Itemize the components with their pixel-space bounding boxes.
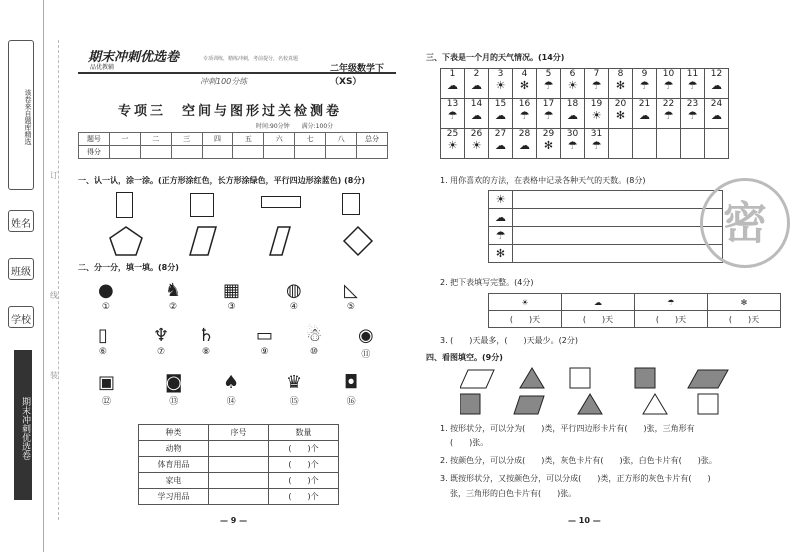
day-number: 12 (710, 69, 723, 79)
secret-stamp: 密 (700, 178, 790, 268)
card-triangle-gray (520, 368, 544, 388)
item-number: ⑯ (346, 397, 356, 407)
item-number: ⑤ (346, 302, 355, 312)
weather-icon: ☁ (471, 109, 482, 122)
weather-icon: ☁ (639, 109, 650, 122)
weather-icon: ☂ (567, 139, 578, 152)
page-left (68, 0, 388, 552)
page-number-right: — 10 — (568, 516, 601, 525)
weather-icon: ✻ (519, 79, 530, 92)
day-number: 7 (593, 69, 600, 79)
shape-pentagon[interactable] (110, 227, 142, 255)
exam-meta: 时间:90分钟 满分:100分 (256, 123, 334, 130)
grade-label: 二年级数学下（XS） (330, 64, 385, 87)
item-number: ⑪ (361, 350, 371, 360)
lamp-icon: ♠ (223, 372, 240, 393)
count-weather-icon: ☁ (562, 294, 635, 311)
score-cell: 五 (233, 133, 264, 146)
day-number: 16 (518, 99, 531, 109)
calendar-row (441, 99, 729, 129)
score-cell: 得分 (79, 146, 110, 159)
count-weather-icon: ✻ (708, 294, 781, 311)
day-number: 6 (569, 69, 576, 79)
day-number: 1 (449, 69, 456, 79)
calendar-day (465, 69, 489, 99)
tally-cell[interactable] (513, 209, 723, 227)
score-cell: 题号 (79, 133, 110, 146)
score-cell[interactable] (357, 146, 388, 159)
seal-mark-3: 装 (50, 371, 58, 380)
count-blank[interactable]: ( )天 (708, 311, 781, 328)
goose-toy-icon: ♄ (198, 325, 215, 346)
basketball-icon: ● (98, 280, 114, 301)
card-square-white (570, 368, 590, 388)
classify-row (139, 457, 339, 473)
classify-cell[interactable] (209, 489, 269, 505)
item-6 (98, 325, 108, 357)
card-parallelogram-white (460, 370, 494, 388)
item-5 (344, 280, 358, 312)
item-10 (306, 325, 322, 357)
ink-bottle-icon: ◘ (344, 372, 359, 393)
tally-rain-icon: ☂ (489, 227, 513, 245)
calendar-day (585, 99, 609, 129)
page-number-left: — 9 — (220, 516, 248, 525)
day-number: 9 (641, 69, 648, 79)
score-cell[interactable] (326, 146, 357, 159)
score-cell: 六 (264, 133, 295, 146)
classify-cell[interactable]: ( )个 (269, 457, 339, 473)
day-number: 22 (662, 99, 675, 109)
binding-strip (0, 0, 44, 552)
calendar-day (633, 129, 657, 159)
shapes-row-2 (108, 225, 388, 257)
day-number: 14 (470, 99, 483, 109)
calendar-day (465, 99, 489, 129)
calendar-day (585, 129, 609, 159)
header-ribbon: 冲刺100分练 (200, 77, 248, 86)
shape-parallelogram-1[interactable] (190, 227, 216, 255)
classify-cell[interactable] (209, 457, 269, 473)
item-2 (165, 280, 181, 312)
weather-icon: ☂ (591, 79, 602, 92)
question-1-title: 一、认一认，涂一涂。(正方形涂红色，长方形涂绿色，平行四边形涂蓝色) (8分) (78, 176, 365, 185)
day-number: 10 (662, 69, 675, 79)
count-weather-icon: ☂ (635, 294, 708, 311)
weather-icon: ☂ (663, 79, 674, 92)
page-right (420, 0, 790, 552)
q3-sub2: 2. 把下表填写完整。(4分) (440, 278, 534, 287)
weather-icon: ☁ (495, 139, 506, 152)
score-cell: 一 (109, 133, 140, 146)
calendar-day (561, 99, 585, 129)
calendar-row (441, 129, 729, 159)
item-number: ⑧ (202, 347, 211, 357)
publisher: 品优教辅 (90, 64, 115, 71)
day-number: 15 (494, 99, 507, 109)
count-blank[interactable]: ( )天 (562, 311, 635, 328)
calendar-day (585, 69, 609, 99)
calendar-day (681, 99, 705, 129)
shuttlecock-icon: ♆ (153, 325, 170, 346)
item-number: ③ (227, 302, 236, 312)
school-box: 学校 (8, 306, 34, 328)
classify-row (139, 489, 339, 505)
shape-rectangle-wide[interactable] (261, 196, 301, 208)
question-2-title: 二、分一分，填一填。(8分) (78, 263, 179, 272)
calendar-day (657, 129, 681, 159)
weather-icon: ☁ (519, 139, 530, 152)
day-number: 13 (446, 99, 459, 109)
weather-icon: ☁ (495, 109, 506, 122)
shape-rectangle-tall[interactable] (116, 192, 133, 218)
notice-box: 该卷来自题库精选 (8, 40, 34, 190)
name-box: 姓名 (8, 210, 34, 232)
weather-icon: ☁ (711, 79, 722, 92)
weather-icon: ☀ (471, 139, 482, 152)
item-14 (223, 372, 239, 407)
calendar-day (537, 129, 561, 159)
score-cell[interactable] (264, 146, 295, 159)
toy-horse-icon: ♞ (165, 280, 182, 301)
question-4-title: 四、看图填空。(9分) (426, 353, 503, 362)
day-number: 2 (473, 69, 480, 79)
item-number: ⑥ (98, 347, 107, 357)
classify-cell: 体育用品 (139, 457, 209, 473)
tally-cell[interactable] (513, 245, 723, 263)
score-cell[interactable] (202, 146, 233, 159)
calendar-day (681, 129, 705, 159)
calendar-day (513, 99, 537, 129)
q3-sub3: 3. ( )天最多，( )天最少。(2分) (440, 336, 578, 345)
card-square-white (698, 394, 718, 414)
weather-icon: ☂ (591, 139, 602, 152)
pencil-case-icon: ▭ (256, 325, 274, 346)
item-number: ⑮ (289, 397, 299, 407)
seal-mark-2: 线 (50, 291, 58, 300)
item-12 (98, 372, 115, 407)
glue-icon: ▯ (98, 325, 108, 346)
weather-icon: ☂ (663, 109, 674, 122)
weather-icon: ☁ (447, 79, 458, 92)
item-8 (198, 325, 214, 357)
calendar-day (489, 69, 513, 99)
score-cell: 八 (326, 133, 357, 146)
score-cell[interactable] (109, 146, 140, 159)
tally-table (488, 190, 723, 263)
item-9 (256, 325, 273, 357)
calendar-day (705, 69, 729, 99)
day-number: 4 (521, 69, 528, 79)
weather-icon: ☂ (687, 109, 698, 122)
weather-calendar (440, 68, 729, 159)
triangle-ruler-icon: ◺ (344, 280, 358, 301)
shape-rectangle-small[interactable] (342, 193, 360, 215)
day-number: 20 (614, 99, 627, 109)
classify-cell[interactable]: ( )个 (269, 473, 339, 489)
shape-square-rotated[interactable] (344, 227, 372, 255)
item-7 (153, 325, 169, 357)
classify-header: 种类 (139, 425, 209, 441)
classify-cell: 动物 (139, 441, 209, 457)
volleyball-icon: ◍ (286, 280, 302, 301)
day-number: 29 (542, 129, 555, 139)
day-number: 5 (545, 69, 552, 79)
card-parallelogram-gray (688, 370, 728, 388)
day-number: 28 (518, 129, 531, 139)
day-number: 19 (590, 99, 603, 109)
calendar-day (681, 69, 705, 99)
weather-icon: ✻ (615, 109, 626, 122)
item-number: ⑦ (157, 347, 166, 357)
header-logo: 期末冲刺优选卷 (88, 50, 180, 65)
calculator-icon: ▦ (223, 280, 241, 301)
item-3 (223, 280, 240, 312)
count-weather-icon: ☀ (489, 294, 562, 311)
calendar-day (465, 129, 489, 159)
score-cell: 四 (202, 133, 233, 146)
score-cell[interactable] (295, 146, 326, 159)
washer-icon: ◙ (165, 372, 183, 393)
count-blank[interactable]: ( )天 (635, 311, 708, 328)
weather-icon: ✻ (615, 79, 626, 92)
class-box: 班级 (8, 258, 34, 280)
item-number: ② (169, 302, 178, 312)
classify-cell: 家电 (139, 473, 209, 489)
calendar-day (489, 99, 513, 129)
weather-icon: ☀ (591, 109, 602, 122)
day-number: 18 (566, 99, 579, 109)
q4-line2: 2. 按颜色分，可以分成( )类，灰色卡片有( )张，白色卡片有( )张。 (440, 456, 717, 465)
tally-sun-icon: ☀ (489, 191, 513, 209)
day-number: 3 (497, 69, 504, 79)
q4-line1: 1. 按形状分，可以分为( )类，平行四边形卡片有( )张，三角形有 (440, 424, 695, 433)
score-cell[interactable] (140, 146, 171, 159)
score-table (78, 132, 388, 159)
page-title: 专项三 空间与图形过关检测卷 (118, 104, 343, 119)
rooster-toy-icon: ♛ (286, 372, 303, 393)
calendar-day (441, 69, 465, 99)
item-number: ④ (289, 302, 298, 312)
tally-snow-icon: ✻ (489, 245, 513, 263)
weather-icon: ☂ (519, 109, 530, 122)
calendar-day (513, 69, 537, 99)
item-number: ① (101, 302, 110, 312)
weather-icon: ☁ (471, 79, 482, 92)
count-blank[interactable]: ( )天 (489, 311, 562, 328)
cut-line (58, 40, 59, 520)
item-number: ⑩ (310, 347, 319, 357)
score-cell: 总分 (357, 133, 388, 146)
classify-header: 数量 (269, 425, 339, 441)
item-number: ⑫ (102, 397, 112, 407)
classify-row (139, 473, 339, 489)
classify-cell[interactable]: ( )个 (269, 489, 339, 505)
seal-mark-1: 订 (50, 171, 58, 180)
calendar-day (609, 129, 633, 159)
calendar-day (489, 129, 513, 159)
shape-parallelogram-2[interactable] (270, 227, 290, 255)
calendar-day (633, 69, 657, 99)
question-3-title: 三、下表是一个月的天气情况。(14分) (426, 53, 565, 62)
item-number: ⑬ (169, 397, 179, 407)
calendar-day (609, 99, 633, 129)
score-cell: 二 (140, 133, 171, 146)
classify-table (138, 424, 339, 505)
tally-cell[interactable] (513, 227, 723, 245)
item-number: ⑭ (226, 397, 236, 407)
day-number: 23 (686, 99, 699, 109)
item-13 (165, 372, 182, 407)
classify-cell[interactable]: ( )个 (269, 441, 339, 457)
calendar-day (705, 129, 729, 159)
q4-line3b: 张，三角形的白色卡片有( )张。 (450, 489, 577, 498)
tv-icon: ▣ (98, 372, 116, 393)
ball-icon: ◉ (358, 325, 374, 346)
day-number: 21 (638, 99, 651, 109)
calendar-day (513, 129, 537, 159)
card-shapes (460, 366, 760, 418)
tally-cloud-icon: ☁ (489, 209, 513, 227)
score-cell: 七 (295, 133, 326, 146)
calendar-day (609, 69, 633, 99)
shape-square[interactable] (190, 193, 214, 217)
day-number: 31 (590, 129, 603, 139)
calendar-day (561, 129, 585, 159)
weather-icon: ☂ (687, 79, 698, 92)
calendar-row (441, 69, 729, 99)
weather-icon: ☁ (711, 109, 722, 122)
item-11 (358, 325, 374, 360)
calendar-day (657, 99, 681, 129)
item-15 (286, 372, 302, 407)
day-number: 17 (542, 99, 555, 109)
calendar-day (441, 99, 465, 129)
card-square-gray (460, 394, 480, 414)
item-1 (98, 280, 114, 312)
score-cell: 三 (171, 133, 202, 146)
q4-line1b: ( )张。 (450, 438, 489, 447)
day-number: 27 (494, 129, 507, 139)
item-16 (344, 372, 358, 407)
day-number: 24 (710, 99, 723, 109)
calendar-day (441, 129, 465, 159)
classify-header: 序号 (209, 425, 269, 441)
side-brand: 期末冲刺优选卷 (14, 350, 32, 500)
classify-cell: 学习用品 (139, 489, 209, 505)
weather-icon: ☂ (639, 79, 650, 92)
card-triangle-white (643, 394, 667, 414)
toy-bear-icon: ☃ (306, 325, 323, 346)
weather-icon: ☂ (447, 109, 458, 122)
item-4 (286, 280, 302, 312)
day-number: 26 (470, 129, 483, 139)
day-number: 8 (617, 69, 624, 79)
weather-icon: ☂ (543, 79, 554, 92)
calendar-day (561, 69, 585, 99)
calendar-day (705, 99, 729, 129)
q3-sub1: 1. 用你喜欢的方法，在表格中记录各种天气的天数。(8分) (440, 176, 646, 185)
weather-icon: ☂ (543, 109, 554, 122)
day-number: 11 (686, 69, 699, 79)
calendar-day (657, 69, 681, 99)
weather-icon: ☀ (447, 139, 458, 152)
score-cell[interactable] (233, 146, 264, 159)
classify-row (139, 441, 339, 457)
classify-cell[interactable] (209, 473, 269, 489)
q4-line3: 3. 既按形状分，又按颜色分，可以分成( )类，正方形的灰色卡片有( ) (440, 474, 711, 483)
day-number: 30 (566, 129, 579, 139)
classify-cell[interactable] (209, 441, 269, 457)
item-number: ⑨ (260, 347, 269, 357)
day-number: 25 (446, 129, 459, 139)
weather-icon: ☀ (567, 79, 578, 92)
calendar-day (537, 69, 561, 99)
tally-cell[interactable] (513, 191, 723, 209)
weather-icon: ✻ (543, 139, 554, 152)
weather-icon: ☁ (567, 109, 578, 122)
weather-icon: ☀ (495, 79, 506, 92)
card-square-gray (635, 368, 655, 388)
header-tagline: 专项训练，精练冲刺，考前提分，名校真题 (203, 56, 299, 62)
count-table (488, 293, 781, 328)
score-cell[interactable] (171, 146, 202, 159)
card-parallelogram-gray (514, 396, 544, 414)
calendar-day (633, 99, 657, 129)
card-triangle-gray (578, 394, 602, 414)
calendar-day (537, 99, 561, 129)
